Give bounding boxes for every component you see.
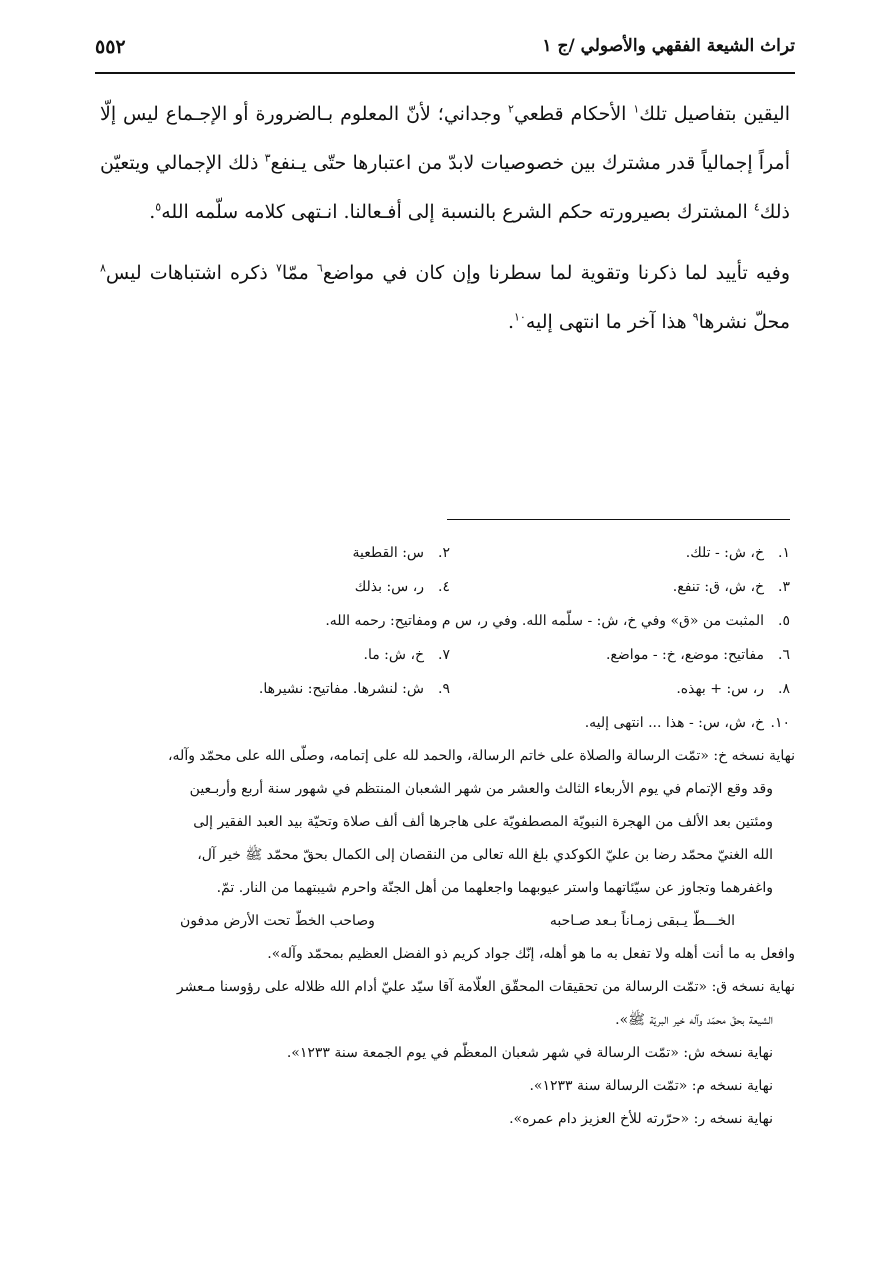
footnote-text: خ، ش، ق: تنفع.	[672, 579, 764, 595]
footnote-number: ٧.	[438, 647, 450, 663]
footnote-text: ر، س: بذلك	[354, 579, 424, 595]
paragraph-text: الأحكام قطعي	[513, 103, 634, 125]
paragraph-text: المشترك بصيرورته حكم الشرع بالنسبة إلى أفـعالنا. انـتهى كلامه سلّمه الله	[161, 201, 754, 223]
footnote-row	[100, 638, 790, 672]
footnote-ref: ١	[633, 102, 640, 116]
footnote-text: مفاتيح: موضع، خ: - مواضع.	[605, 647, 764, 663]
footnote	[110, 536, 450, 570]
footnote-ref: ٢	[508, 102, 514, 116]
poem-verse	[100, 905, 795, 938]
paragraph-text: وجداني؛ لأنّ المعلوم بـالضرورة أو الإجـماع ليس إلّا أمراً إجمالياً قدر مشترك بين خصوصيات لابدّ من اعتبارها حتّى يـنفع	[100, 103, 790, 174]
footnote	[585, 706, 790, 740]
footnote-number: ٨.	[778, 681, 790, 697]
ending-r: نهاية نسخه ر: «حرّرته للأخ العزيز دام عمره».	[509, 1111, 773, 1127]
footnote-number: ٦.	[778, 647, 790, 663]
footnotes	[100, 536, 790, 740]
footnote-row	[100, 706, 790, 740]
footnote-number: ١٠.	[770, 715, 790, 731]
ending-q-line: نهاية نسخه ق: «تمّت الرسالة من تحقيقات المحقّق العلّامة آقا سيّد عليّ أدام الله ظلاله على رؤوسنا مـعشر	[176, 979, 795, 995]
footnote-rule	[447, 519, 790, 520]
footnote-ref: ٦	[316, 261, 323, 275]
ending-m: نهاية نسخه م: «تمّت الرسالة سنة ١٢٣٣».	[529, 1078, 773, 1094]
footnote-number: ٥.	[778, 613, 790, 629]
paragraph-text: .	[149, 201, 156, 223]
footnote	[450, 570, 790, 604]
footnote-text: س: القطعية	[352, 545, 424, 561]
ending-kh-line: وقد وقع الإتمام في يوم الأربعاء الثالث والعشر من شهر الشعبان المنتظم في شهور سنة أربع وأربـعين	[189, 781, 773, 797]
page-header	[95, 30, 795, 70]
footnote-text: خ، ش: - تلك.	[685, 545, 764, 561]
paragraph-text: هذا آخر ما انتهى إليه	[525, 311, 693, 333]
footnote	[450, 672, 790, 706]
footnote-ref: ٥	[155, 200, 162, 214]
footnote-row	[100, 604, 790, 638]
footnote-ref: ٤	[753, 200, 760, 214]
footnote	[110, 672, 450, 706]
ending-sh: نهاية نسخه ش: «تمّت الرسالة في شهر شعبان المعظّم في يوم الجمعة سنة ١٢٣٣».	[286, 1045, 773, 1061]
footnote-text: ر، س: + بهذه.	[676, 681, 764, 697]
footnote-text: خ، ش، س: - هذا ... انتهى إليه.	[584, 715, 764, 731]
ending-kh-close: وافعل به ما أنت أهله ولا تفعل به ما هو أهله، إنّك جواد كريم ذو الفضل العظيم بمحمّد وآله».	[267, 946, 795, 962]
footnote	[450, 536, 790, 570]
header-rule	[95, 72, 795, 74]
paragraph-text: .	[507, 311, 515, 333]
footnote	[110, 570, 450, 604]
paragraph-text: ممّا	[281, 262, 317, 284]
paragraph-text: وفيه تأييد لما ذكرنا وتقوية لما سطرنا وإن كان في مواضع	[322, 262, 790, 284]
ending-kh-line: واغفرهما وتجاوز عن سيّئاتهما واستر عيوبهما واجعلهما من أهل الجنّة واحرم شيبتهما من النار. تمّ.	[216, 880, 773, 896]
ending-kh-line: نهاية نسخه خ: «تمّت الرسالة والصلاة على خاتم الرسالة، والحمد لله على إتمامه، وصلّى الله على محمّد وآله،	[168, 748, 795, 764]
footnote-text: خ، ش: ما.	[363, 647, 424, 663]
body-paragraph-1	[100, 90, 790, 237]
footnote-ref: ٧	[275, 261, 282, 275]
ending-kh-line: ومئتين بعد الألف من الهجرة النبويّة المصطفويّة على هاجرها ألف ألف صلاة وتحيّة بيد العبد الفقير إلى	[193, 814, 773, 830]
footnote	[110, 638, 450, 672]
footnote-number: ٢.	[438, 545, 450, 561]
footnote-row	[100, 672, 790, 706]
footnote-number: ٣.	[778, 579, 790, 595]
footnote-ref: ٣	[264, 151, 271, 165]
body-paragraph-2	[100, 249, 790, 347]
main-body	[100, 90, 790, 347]
paragraph-text: ذكره اشتباهات ليس	[105, 262, 276, 284]
footnote-row	[100, 536, 790, 570]
poem-hemistich-right: الخـــطّ يـبقى زمـاناً بـعد صـاحبه	[549, 913, 735, 929]
ending-q-line: الشيعة بحقّ محمّد وآله خير البريّة ﷺ».	[615, 1012, 773, 1028]
paragraph-text: ذلك الإجمالي ويتعيّن ذلك	[100, 152, 790, 223]
footnote-number: ٩.	[438, 681, 450, 697]
poem-hemistich-left: وصاحب الخطّ تحت الأرض مدفون	[180, 913, 375, 929]
paragraph-text: اليقين بتفاصيل تلك	[639, 103, 790, 125]
manuscript-endings	[100, 740, 795, 1136]
footnote-text: المثبت من «ق» وفي خ، ش: - سلّمه الله. وفي ر، س م ومفاتيح: رحمه الله.	[325, 613, 764, 629]
footnote	[325, 604, 790, 638]
running-title: تراث الشيعة الفقهي والأصولي /ج ١	[542, 36, 795, 56]
page-number: ٥٥٢	[95, 36, 126, 58]
footnote-ref: ٩	[692, 310, 699, 324]
footnote-number: ١.	[778, 545, 790, 561]
footnote-row	[100, 570, 790, 604]
footnote-number: ٤.	[438, 579, 450, 595]
footnote	[450, 638, 790, 672]
footnote-ref: ١٠	[514, 310, 526, 324]
footnote-ref: ٨	[100, 261, 106, 275]
footnote-text: ش: لنشرها. مفاتيح: نشيرها.	[258, 681, 424, 697]
ending-kh-line: الله الغنيّ محمّد رضا بن عليّ الكوكدي بلغ الله تعالى من النقصان إلى الكمال بحقّ محمّد ﷺ خير آل،	[197, 847, 773, 863]
paragraph-text: محلّ نشرها	[698, 311, 790, 333]
